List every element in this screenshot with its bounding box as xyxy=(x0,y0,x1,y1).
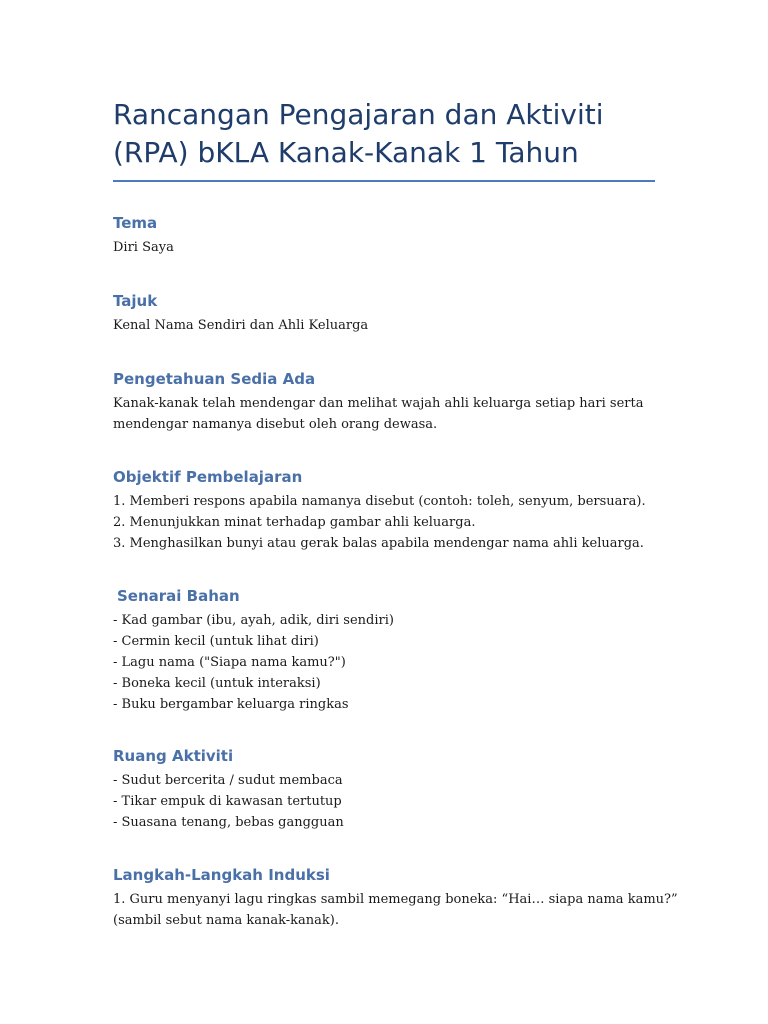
list-item: - Cermin kecil (untuk lihat diri) xyxy=(113,634,319,649)
list-item: 1. Guru menyanyi lagu ringkas sambil memegang boneka: “Hai… siapa nama kamu?” xyxy=(113,892,678,907)
list-item: - Boneka kecil (untuk interaksi) xyxy=(113,676,321,691)
section-heading: Objektif Pembelajaran xyxy=(113,468,303,486)
section-heading: Tema xyxy=(113,214,158,232)
title-line-2: (RPA) bKLA Kanak-Kanak 1 Tahun xyxy=(113,136,579,169)
section-heading: Ruang Aktiviti xyxy=(113,747,234,765)
list-item: - Lagu nama ("Siapa nama kamu?") xyxy=(113,655,346,670)
list-item: 2. Menunjukkan minat terhadap gambar ahli keluarga. xyxy=(113,515,476,530)
list-item: - Sudut bercerita / sudut membaca xyxy=(113,773,343,788)
section-text: Kanak-kanak telah mendengar dan melihat wajah ahli keluarga setiap hari serta xyxy=(113,396,644,411)
section-heading: Senarai Bahan xyxy=(117,587,240,605)
section-tajuk xyxy=(113,291,673,336)
section-heading: Pengetahuan Sedia Ada xyxy=(113,370,316,388)
list-item: 3. Menghasilkan bunyi atau gerak balas apabila mendengar nama ahli keluarga. xyxy=(113,536,644,551)
title-line-1: Rancangan Pengajaran dan Aktiviti xyxy=(113,98,604,131)
section-text: Kenal Nama Sendiri dan Ahli Keluarga xyxy=(113,318,369,333)
document-title xyxy=(113,96,655,172)
list-item: - Buku bergambar keluarga ringkas xyxy=(113,697,349,712)
section-heading: Langkah-Langkah Induksi xyxy=(113,866,330,884)
list-item: - Suasana tenang, bebas gangguan xyxy=(113,815,344,830)
section-ruang-aktiviti xyxy=(113,746,673,833)
list-item: - Kad gambar (ibu, ayah, adik, diri sendiri) xyxy=(113,613,394,628)
section-langkah-induksi xyxy=(113,865,678,931)
list-item: 1. Memberi respons apabila namanya disebut (contoh: toleh, senyum, bersuara). xyxy=(113,494,646,509)
section-senarai-bahan xyxy=(113,586,673,715)
section-text: Diri Saya xyxy=(113,240,174,255)
section-objektif-pembelajaran xyxy=(113,467,673,554)
list-item: - Tikar empuk di kawasan tertutup xyxy=(113,794,342,809)
list-item: (sambil sebut nama kanak-kanak). xyxy=(113,913,339,928)
title-divider xyxy=(113,180,655,182)
section-tema xyxy=(113,213,673,258)
section-heading: Tajuk xyxy=(113,292,158,310)
section-pengetahuan-sedia-ada xyxy=(113,369,673,435)
section-text: mendengar namanya disebut oleh orang dewasa. xyxy=(113,417,438,432)
